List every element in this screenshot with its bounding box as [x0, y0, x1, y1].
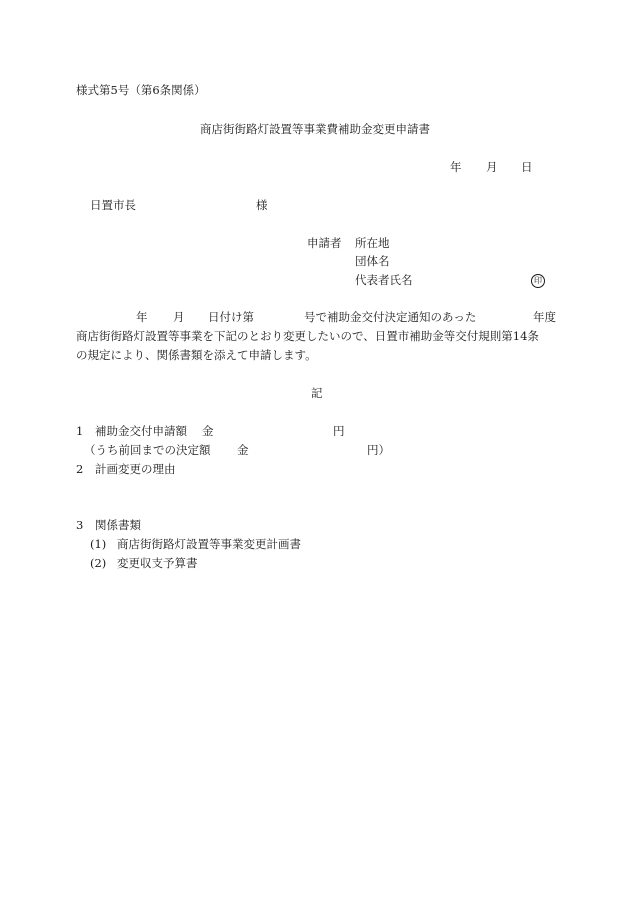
body-fiscal-year: 年度	[533, 310, 556, 324]
date-day: 日	[521, 160, 533, 174]
form-number: 様式第5号（第6条関係）	[76, 83, 206, 97]
doc-2-number: (2)	[90, 556, 107, 570]
body-line-3: の規定により、関係書類を添えて申請します。	[76, 348, 317, 362]
item-1-kin: 金	[202, 424, 214, 438]
body-month: 月	[173, 310, 185, 324]
item-3-label: 関係書類	[95, 518, 141, 532]
body-line-2: 商店街街路灯設置等事業を下記のとおり変更したいので、日置市補助金等交付規則第14条	[76, 329, 539, 343]
applicant-representative-label: 代表者氏名	[355, 273, 413, 287]
addressee-name: 日置市長	[90, 198, 136, 212]
applicant-label: 申請者	[307, 236, 342, 250]
doc-1-number: (1)	[90, 537, 107, 551]
document-title: 商店街街路灯設置等事業費補助金変更申請書	[200, 122, 430, 136]
applicant-address-label: 所在地	[355, 236, 390, 250]
item-1-label: 補助金交付申請額	[95, 424, 187, 438]
seal-mark: 印	[531, 274, 545, 288]
body-year: 年	[136, 310, 148, 324]
item-1-sub-open: （うち前回までの決定額	[84, 443, 211, 457]
item-1-yen: 円	[333, 424, 345, 438]
item-2-number: 2	[76, 462, 84, 476]
addressee-honorific: 様	[256, 198, 268, 212]
ki-heading: 記	[311, 386, 323, 400]
item-1-number: 1	[76, 424, 84, 438]
item-1-sub-close: 円）	[367, 443, 390, 457]
body-dated: 日付け第	[208, 310, 254, 324]
item-3-number: 3	[76, 518, 84, 532]
applicant-organization-label: 団体名	[355, 254, 390, 268]
date-month: 月	[486, 160, 498, 174]
doc-1-label: 商店街街路灯設置等事業変更計画書	[117, 537, 301, 551]
item-2-label: 計画変更の理由	[95, 462, 176, 476]
body-number-text: 号で補助金交付決定通知のあった	[304, 310, 477, 324]
doc-2-label: 変更収支予算書	[117, 556, 198, 570]
item-1-sub-kin: 金	[237, 443, 249, 457]
date-year: 年	[450, 160, 462, 174]
